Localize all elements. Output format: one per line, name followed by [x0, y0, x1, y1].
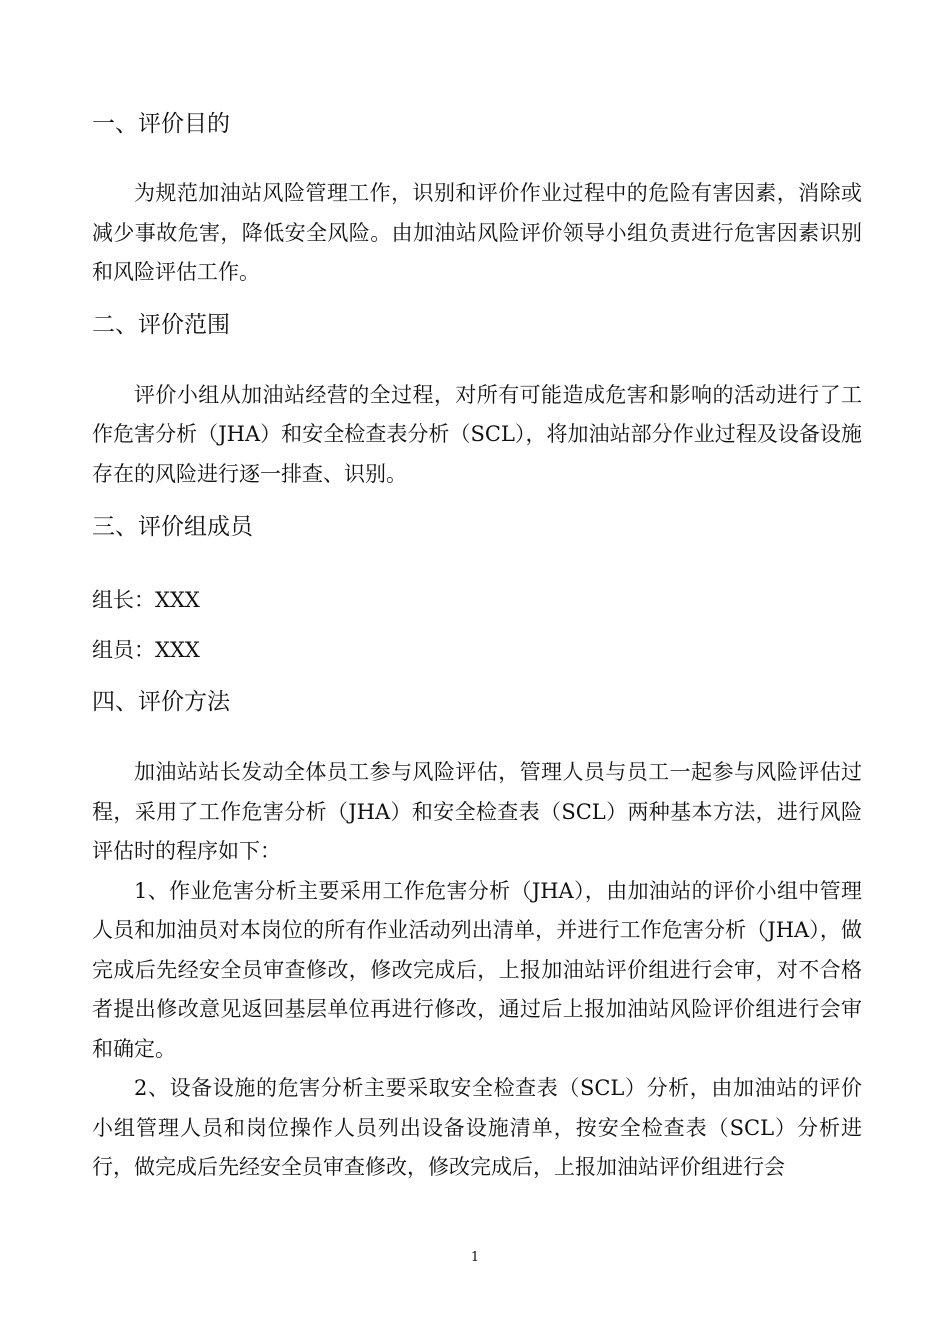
page-number: 1 — [470, 1250, 480, 1265]
section-heading-purpose: 一、评价目的 — [92, 111, 230, 137]
paragraph-method-item-1: 1、作业危害分析主要采用工作危害分析（JHA），由加油站的评价小组中管理人员和加油员对本岗位的所有作业活动列出清单，并进行工作危害分析（JHA），做完成后先经安全员审查修改，修改完成后，上报加油站评价组进行会审，对不合格者提出修改意见返回基层单位再进行修改，通过后上报加油站风险评价组进行会审和确定。 — [92, 878, 862, 1061]
team-leader: 组长：XXX — [92, 588, 200, 612]
paragraph-purpose: 为规范加油站风险管理工作，识别和评价作业过程中的危险有害因素，消除或减少事故危害，降低安全风险。由加油站风险评价领导小组负责进行危害因素识别和风险评估工作。 — [92, 181, 862, 284]
paragraph-scope: 评价小组从加油站经营的全过程，对所有可能造成危害和影响的活动进行了工作危害分析（JHA）和安全检查表分析（SCL），将加油站部分作业过程及设备设施存在的风险进行逐一排查、识别。 — [92, 382, 862, 486]
section-heading-scope: 二、评价范围 — [92, 311, 230, 338]
paragraph-method-intro: 加油站站长发动全体员工参与风险评估，管理人员与员工一起参与风险评估过程，采用了工作危害分析（JHA）和安全检查表（SCL）两种基本方法，进行风险评估时的程序如下： — [92, 760, 862, 863]
section-heading-method: 四、评价方法 — [92, 689, 230, 715]
team-member: 组员：XXX — [92, 638, 200, 662]
paragraph-method-item-2: 2、设备设施的危害分析主要采取安全检查表（SCL）分析，由加油站的评价小组管理人员和岗位操作人员列出设备设施清单，按安全检查表（SCL）分析进行，做完成后先经安全员审查修改，修改完成后，上报加油站评价组进行会 — [92, 1076, 862, 1179]
page-content — [92, 104, 862, 1188]
section-heading-members: 三、评价组成员 — [92, 514, 253, 540]
